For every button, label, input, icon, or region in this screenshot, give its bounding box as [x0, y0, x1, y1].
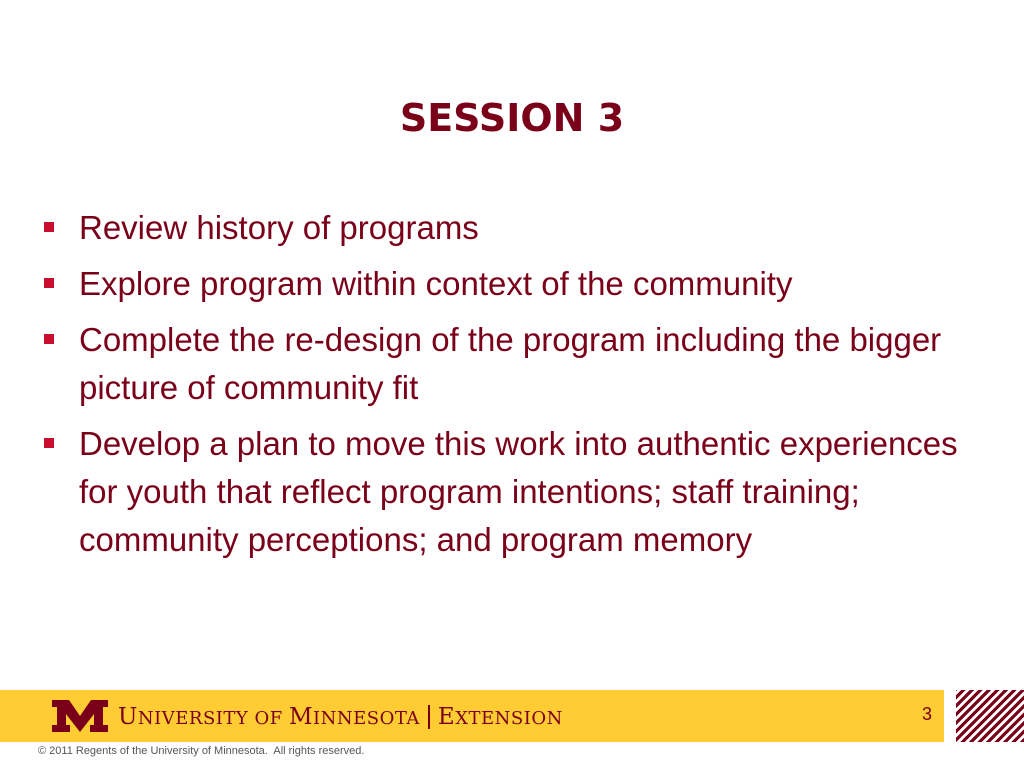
- bullet-item: [40, 204, 960, 252]
- logo-wordmark: [118, 704, 563, 730]
- bullet-item: [40, 316, 960, 412]
- slide-title: SESSION 3: [399, 96, 625, 140]
- university-m-logo-icon: [52, 700, 108, 732]
- logo-text-e: E: [437, 704, 456, 730]
- bullet-text: Explore program within context of the community: [79, 265, 793, 302]
- logo-text-u: U: [118, 704, 138, 730]
- square-bullet-icon: [44, 438, 54, 448]
- logo-divider: [428, 705, 430, 729]
- bullet-item: [40, 260, 960, 308]
- decorative-stripes: [956, 690, 1024, 742]
- square-bullet-icon: [44, 278, 54, 288]
- bullet-item: [40, 420, 960, 564]
- bullet-text: Complete the re-design of the program including the bigger picture of community fit: [79, 321, 942, 406]
- footer-bar: [0, 690, 944, 742]
- copyright-notice: © 2011 Regents of the University of Minnesota. All rights reserved.: [38, 745, 365, 757]
- logo-text-innesota: INNESOTA: [313, 708, 420, 729]
- bullet-list: [40, 204, 960, 572]
- square-bullet-icon: [44, 334, 54, 344]
- logo-text-m: M: [288, 704, 314, 730]
- logo-text-xtension: XTENSION: [455, 708, 563, 729]
- page-number: 3: [921, 704, 932, 724]
- bullet-text: Develop a plan to move this work into authentic experiences for youth that reflect program intentions; staff training; community perceptions; and program memory: [79, 425, 958, 558]
- logo-text-niversity: NIVERSITY OF: [137, 708, 289, 729]
- bullet-text: Review history of programs: [79, 209, 479, 246]
- square-bullet-icon: [44, 222, 54, 232]
